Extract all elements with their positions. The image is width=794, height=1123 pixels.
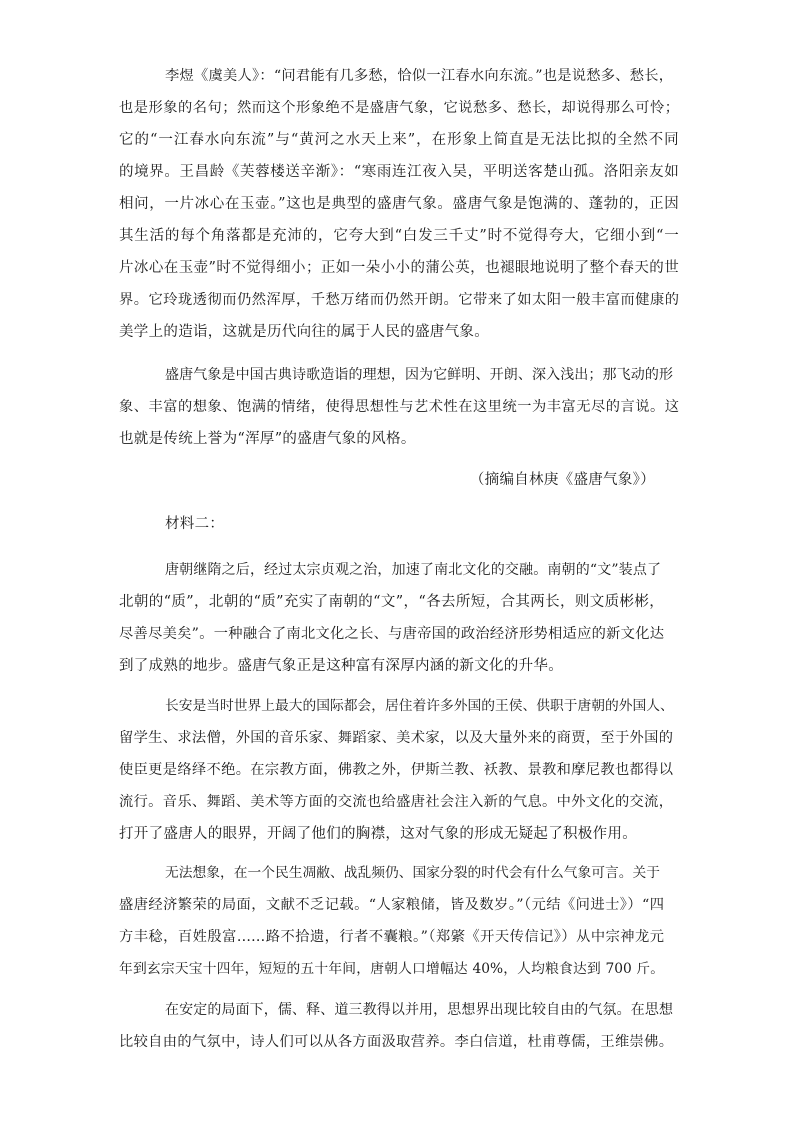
text-line: 也是形象的名句；然而这个形象绝不是盛唐气象，它说愁多、愁长，却说得那么可怜； (119, 100, 679, 116)
text-line: 北朝的“质”，北朝的“质”充实了南朝的“文”，“各去所短，合其两长，则文质彬彬， (119, 594, 664, 610)
text-line: 唐朝继隋之后，经过太宗贞观之治，加速了南北文化的交融。南朝的“文”装点了 (165, 562, 661, 578)
text-line: 在安定的局面下，儒、释、道三教得以并用，思想界出现比较自由的气氛。在思想 (165, 1002, 673, 1018)
text-line: 片冰心在玉壶”时不觉得细小；正如一朵小小的蒲公英，也褪眼地说明了整个春天的世 (119, 260, 679, 276)
text-line: 界。它玲珑透彻而仍然浑厚，千愁万绪而仍然开朗。它带来了如太阳一般丰富而健康的 (119, 292, 679, 308)
text-line: 到了成熟的地步。盛唐气象正是这种富有深厚内涵的新文化的升华。 (119, 658, 563, 674)
text-line: 的境界。王昌龄《芙蓉楼送辛渐》：“寒雨连江夜入吴，平明送客楚山孤。洛阳亲友如 (119, 164, 679, 180)
section-heading: 材料二： (165, 516, 225, 532)
text-line: 李煜《虞美人》：“问君能有几多愁，恰似一江春水向东流。”也是说愁多、愁长， (165, 68, 673, 84)
text-line: 留学生、求法僧，外国的音乐家、舞蹈家、美术家，以及大量外来的商贾，至于外国的 (119, 730, 673, 746)
text-line: 相问，一片冰心在玉壶。”这也是典型的盛唐气象。盛唐气象是饱满的、蓬勃的，正因 (119, 196, 679, 212)
text-line: 流行。音乐、舞蹈、美术等方面的交流也给盛唐社会注入新的气息。中外文化的交流， (119, 794, 673, 810)
text-line: 无法想象，在一个民生凋敝、战乱频仍、国家分裂的时代会有什么气象可言。关于 (165, 865, 661, 881)
text-line: 比较自由的气氛中，诗人们可以从各方面汲取营养。李白信道，杜甫尊儒，王维崇佛。 (119, 1034, 673, 1050)
text-line: 盛唐经济繁荣的局面，文献不乏记载。“人家粮储，皆及数岁。”（元结《问进士》）“四 (119, 897, 664, 913)
text-line: 盛唐气象是中国古典诗歌造诣的理想，因为它鲜明、开朗、深入浅出；那飞动的形 (165, 367, 673, 383)
text-line: 它的“一江春水向东流”与“黄河之水天上来”，在形象上简直是无法比拟的全然不同 (119, 132, 679, 148)
text-line: 打开了盛唐人的眼界，开阔了他们的胸襟，这对气象的形成无疑起了积极作用。 (119, 826, 637, 842)
text-line: 尽善尽美矣”。一种融合了南北文化之长、与唐帝国的政治经济形势相适应的新文化达 (119, 626, 664, 642)
text-line: 使臣更是络绎不绝。在宗教方面，佛教之外，伊斯兰教、袄教、景教和摩尼教也都得以 (119, 762, 673, 778)
text-line: 象、丰富的想象、饱满的情绪，使得思想性与艺术性在这里统一为丰富无尽的言说。这 (119, 399, 679, 415)
source-attribution: （摘编自林庚《盛唐气象》） (469, 472, 655, 488)
text-line: 美学上的造诣，这就是历代向往的属于人民的盛唐气象。 (119, 324, 489, 340)
text-line: 长安是当时世界上最大的国际都会，居住着许多外国的王侯、供职于唐朝的外国人、 (165, 698, 674, 714)
text-line: 方丰稔，百姓殷富……路不拾遗，行者不囊粮。”（郑綮《开天传信记》）从中宗神龙元 (119, 929, 664, 945)
text-line: 也就是传统上誉为“浑厚”的盛唐气象的风格。 (119, 431, 416, 447)
text-line: 年到玄宗天宝十四年，短短的五十年间，唐朝人口增幅达 40%，人均粮食达到 700 斤。 (119, 961, 664, 977)
text-line: 其生活的每个角落都是充沛的，它夸大到“白发三千丈”时不觉得夸大，它细小到“一 (119, 228, 679, 244)
